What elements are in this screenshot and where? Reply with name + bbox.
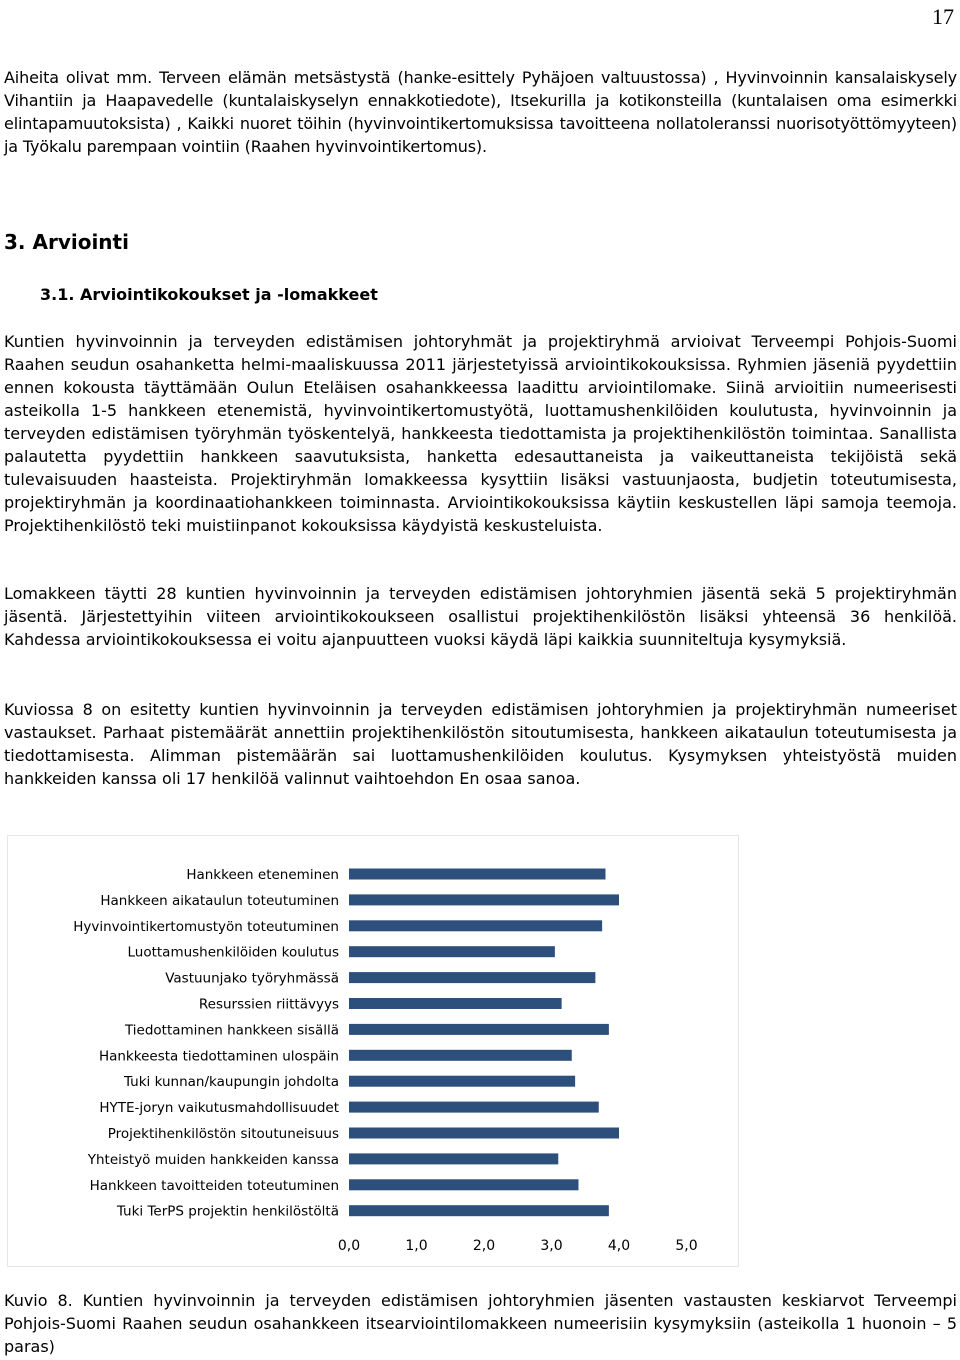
category-label: Tiedottaminen hankkeen sisällä: [124, 1022, 339, 1039]
bar: [349, 1050, 572, 1061]
x-tick-label: 5,0: [675, 1238, 698, 1254]
category-label: Vastuunjako työryhmässä: [165, 970, 339, 987]
paragraph-evaluation-method: Kuntien hyvinvoinnin ja terveyden edistämisen johtoryhmät ja projektiryhmä arvioivat Terveempi Pohjois-Suomi Raahen seudun osahanketta helmi-maaliskuussa 2011 järjestetyissä arviointikokouksissa. Ryhmien jäseniä pyydettiin ennen kokousta täyttämään Oulun Eteläisen osahankkeessa laadittu arviointilomake. Siinä arvioitiin numeerisesti asteikolla 1-5 hankkeen etenemistä, hyvinvointikertomustyötä, luottamushenkilöiden koulutusta, hyvinvoinnin ja terveyden edistämisen työryhmän työskentelyä, hankkeesta tiedottamista ja projektihenkilöstön toimintaa. Sanallista palautetta pyydettiin hankkeen saavutuksista, hanketta edesauttaneista ja vaikeuttaneista tekijöistä sekä tulevaisuuden haasteista. Projektiryhmän lomakkeessa kysyttiin lisäksi vastuunjaosta, budjetin toteutumisesta, projektiryhmän ja koordinaatiohankkeen toiminnasta. Arviointikokouksissa käytiin keskustellen läpi samoja teemoja. Projektihenkilöstö teki muistiinpanot kokouksissa käydyistä keskusteluista.: [4, 332, 957, 535]
x-tick-label: 2,0: [472, 1238, 496, 1254]
figure-8-chart: [7, 835, 739, 1267]
bar: [349, 946, 555, 957]
bar: [349, 998, 562, 1009]
bar: [349, 1153, 558, 1164]
paragraph-respondents: Lomakkeen täytti 28 kuntien hyvinvoinnin ja terveyden edistämisen johtoryhmien jäsentä sekä 5 projektiryhmän jäsentä. Järjestettyihin viiteen arviointikokoukseen osallistui projektihenkilöstön lisäksi yhteensä 36 henkilöä. Kahdessa arviointikokouksessa ei voitu ajanpuutteen vuoksi käydä läpi kaikkia suunniteltuja kysymyksiä.: [4, 584, 957, 649]
category-label: Projektihenkilöstön sitoutuneisuus: [107, 1126, 339, 1142]
bar: [349, 869, 606, 880]
paragraph-results: Kuviossa 8 on esitetty kuntien hyvinvoinnin ja terveyden edistämisen johtoryhmien ja projektiryhmän numeeriset vastaukset. Parhaat pistemäärät annettiin projektihenkilöstön sitoutumisesta, hankkeen aikataulun toteutumisesta ja tiedottamisesta. Alimman pistemäärän sai luottamushenkilöiden koulutus. Kysymyksen yhteistyöstä muiden hankkeiden kanssa oli 17 henkilöä valinnut vaihtoehdon En osaa sanoa.: [4, 700, 957, 788]
category-label: Hankkeen eteneminen: [186, 867, 339, 883]
bar: [349, 894, 619, 905]
category-label: HYTE-joryn vaikutusmahdollisuudet: [99, 1100, 339, 1117]
bar: [349, 1205, 609, 1216]
category-label: Hankkeen tavoitteiden toteutuminen: [89, 1177, 339, 1194]
chart-svg: [8, 836, 738, 1266]
bar: [349, 972, 595, 983]
bar: [349, 1102, 599, 1113]
x-tick-label: 3,0: [540, 1238, 563, 1254]
category-label: Resurssien riittävyys: [198, 996, 339, 1013]
category-label: Luottamushenkilöiden koulutus: [127, 944, 339, 961]
category-label: Yhteistyö muiden hankkeiden kanssa: [87, 1151, 339, 1168]
bar: [349, 1076, 575, 1087]
category-label: Tuki TerPS projektin henkilöstöltä: [116, 1203, 339, 1220]
figure-caption: Kuvio 8. Kuntien hyvinvoinnin ja terveyden edistämisen johtoryhmien jäsenten vastausten keskiarvot Terveempi Pohjois-Suomi Raahen seudun osahankkeen itsearviointilomakkeen numeerisiin kysymyksiin (asteikolla 1 huonoin – 5 paras): [4, 1291, 957, 1356]
section-heading-arviointi: 3. Arviointi: [4, 230, 129, 254]
category-label: Tuki kunnan/kaupungin johdolta: [123, 1074, 339, 1091]
x-tick-label: 4,0: [607, 1238, 631, 1254]
bar: [349, 1024, 609, 1035]
page-number: 17: [932, 4, 954, 29]
subsection-heading-arviointikokoukset: 3.1. Arviointikokoukset ja -lomakkeet: [40, 285, 378, 304]
category-label: Hankkeesta tiedottaminen ulospäin: [98, 1048, 339, 1065]
category-label: Hankkeen aikataulun toteutuminen: [100, 892, 339, 909]
bar: [349, 920, 602, 931]
x-tick-label: 0,0: [337, 1238, 361, 1254]
bar-chart: [8, 836, 738, 1266]
bar: [349, 1179, 579, 1190]
intro-paragraph: Aiheita olivat mm. Terveen elämän metsästystä (hanke-esittely Pyhäjoen valtuustossa) , Hyvinvoinnin kansalaiskysely Vihantiin ja Haapavedelle (kuntalaiskyselyn ennakkotiedote), Itsekurilla ja kotikonsteilla (kuntalaisen oma esimerkki elintapamuutoksista) , Kaikki nuoret töihin (hyvinvointikertomuksissa tavoitteena nollatoleranssi nuorisotyöttömyyteen) ja Työkalu parempaan vointiin (Raahen hyvinvointikertomus).: [4, 68, 957, 156]
category-label: Hyvinvointikertomustyön toteutuminen: [73, 918, 339, 935]
x-tick-label: 1,0: [405, 1238, 428, 1254]
bar: [349, 1128, 619, 1139]
